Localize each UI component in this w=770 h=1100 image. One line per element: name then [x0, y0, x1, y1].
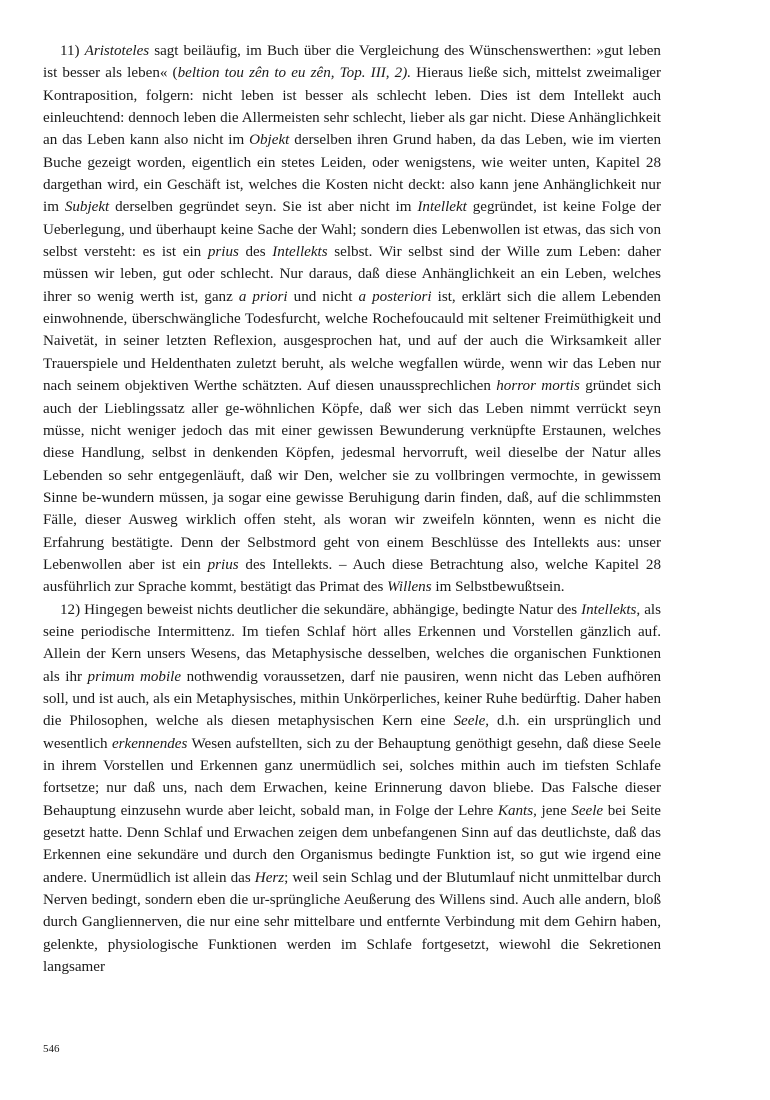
italic-text: prius: [207, 556, 239, 573]
italic-text: Intellekts: [581, 601, 637, 618]
text-run: , als seine periodische Intermittenz. Im tiefen Schlaf hört alles Erkennen und Vorstellen gänzlich auf. Allein der Kern unsers Wesens, das Metaphysische desselben, welches die organischen Funktionen als ihr: [43, 601, 661, 685]
text-run: 12) Hingegen beweist nichts deutlicher die sekundäre, abhängige, bedingte Natur des: [60, 601, 582, 618]
text-run: Wesen aufstellten, sich zu der Behauptung genöthigt gesehn, daß diese Seele in ihrem Vorstellen und Erkennen ganz unermüdlich sei, solches mithin auch im tiefsten Schlafe fortsetze; nur daß uns, nach dem Erwachen, keine Erinnerung davon bliebe. Das Falsche dieser Behauptung einzusehn wurde aber leicht, sobald man, in Folge der Lehre: [43, 735, 661, 819]
page-number: 546: [43, 1043, 60, 1055]
italic-text: Willens: [387, 579, 432, 596]
italic-text: beltion tou zên to eu zên, Top. III, 2).: [177, 65, 412, 82]
italic-text: Aristoteles: [84, 43, 150, 59]
text-run: derselben gegründet seyn. Sie ist aber nicht im: [109, 199, 418, 216]
paragraph-12: [43, 599, 661, 979]
text-run: und nicht: [287, 288, 359, 305]
italic-text: Intellekt: [417, 199, 467, 216]
italic-text: Intellekts: [272, 244, 328, 261]
text-run: ; weil sein Schlag und der Blutumlauf nicht unmittelbar durch Nerven bedingt, sondern eben die ur-sprüngliche Aeußerung des Willens sind. Auch alle andern, bloß durch Gangliennerven, die nur eine sehr mittelbare und entfernte Verbindung mit dem Gehirn haben, gelenkte, physiologische Funktionen werden im Schlafe fortgesetzt, wiewohl die Sekretionen langsamer: [43, 869, 661, 976]
italic-text: horror mortis: [496, 378, 580, 395]
text-run: gegründet, ist keine Folge der Ueberlegung, und überhaupt keine Sache der Wahl; sondern dies Lebenwollen ist etwas, das sich von selbst versteht: es ist ein: [43, 199, 661, 261]
italic-text: erkennendes: [111, 735, 188, 752]
text-run: derselben ihren Grund haben, da das Leben, wie im vierten Buche gezeigt worden, eigentlich ein stetes Leiden, oder wenigstens, wie weiter unten, Kapitel 28 dargethan wird, ein Geschäft ist, welches die Kosten nicht deckt: also kann jene Anhänglichkeit nur im: [43, 132, 661, 216]
text-run: , d.h. ein ursprünglich und wesentlich: [43, 713, 661, 752]
text-run: des Intellekts. – Auch diese Betrachtung also, welche Kapitel 28 ausführlich zur Sprache kommt, bestätigt das Primat des: [43, 556, 661, 596]
text-run: ist, erklärt sich die allem Lebenden einwohnende, überschwängliche Todesfurcht, welche Rochefoucauld mit seltener Freimüthigkeit und Naivetät, in seiner letzten Reflexion, ausgesprochen hat, und auf der auch die Wirksamkeit aller Trauerspiele und Heldenthaten zuletzt beruht, als welche wegfallen würde, wenn wir das Leben nur nach seinem objektiven Werthe schätzten. Auf diesen unaussprechlichen: [43, 288, 661, 395]
italic-text: Seele: [571, 802, 604, 819]
italic-text: a priori: [238, 288, 288, 305]
italic-text: primum mobile: [87, 668, 182, 685]
text-run: nothwendig voraussetzen, darf nie pausiren, wenn nicht das Leben aufhören soll, und ist auch, als ein Metaphysisches, mithin Unkörperliches, keiner Ruhe bedürftig. Daher haben die Philosophen, welche als diesen metaphysischen Kern eine: [43, 668, 661, 730]
text-run: des: [238, 244, 273, 261]
text-run: 11): [60, 43, 85, 59]
italic-text: Kants: [497, 802, 534, 819]
text-run: selbst. Wir selbst sind der Wille zum Leben: daher müssen wir leben, gut oder schlecht. Nur daraus, daß diese Anhänglichkeit an ein Leben, welches ihrer so wenig werth ist, ganz: [43, 244, 661, 305]
text-run: sagt beiläufig, im Buch über die Vergleichung des Wünschenswerthen: »gut leben ist besser als leben« (: [43, 43, 661, 82]
italic-text: Subjekt: [64, 199, 110, 216]
text-run: , jene: [533, 802, 572, 819]
text-run: im Selbstbewußtsein.: [431, 579, 565, 596]
text-run: Hieraus ließe sich, mittelst zweimaliger Kontraposition, folgern: nicht leben ist besser als schlecht leben. Dies ist dem Intellekt auch einleuchtend: dennoch leben die Allermeisten sehr schlecht, lieber als gar nicht. Diese Anhänglichkeit an das Leben kann also nicht im: [43, 65, 661, 149]
page-body: [43, 40, 661, 978]
italic-text: prius: [207, 244, 239, 261]
italic-text: Objekt: [249, 132, 290, 149]
paragraph-11: [43, 40, 661, 599]
italic-text: a posteriori: [358, 288, 432, 305]
italic-text: Herz: [254, 869, 285, 886]
text-run: gründet sich auch der Lieblingssatz aller ge-wöhnlichen Köpfe, daß wer sich das Leben nimmt verrückt seyn müsse, nicht weniger jedoch das mit einer gewissen Bewunderung verknüpfte Erstaunen, welches diese Handlung, selbst in denkenden Köpfen, jedesmal hervorruft, weil dieselbe der Natur alles Lebenden so sehr entgegenläuft, daß wir Den, welcher sie zu vollbringen vermochte, in gewissem Sinne be-wundern müssen, ja sogar eine gewisse Beruhigung darin finden, daß, auf die schlimmsten Fälle, dieser Ausweg wirklich offen steht, als woran wir zweifeln könnten, wenn es nicht die Erfahrung bestätigte. Denn der Selbstmord geht von einem Beschlüsse des Intellekts aus: unser Lebenwollen aber ist ein: [43, 378, 661, 573]
italic-text: Seele: [453, 713, 486, 730]
text-run: bei Seite gesetzt hatte. Denn Schlaf und Erwachen zeigen dem unbefangenen Sinn auf das deutlichste, daß das Erkennen eine sekundäre und durch den Organismus bedingte Funktion ist, so gut wie irgend eine andere. Unermüdlich ist allein das: [43, 802, 662, 886]
